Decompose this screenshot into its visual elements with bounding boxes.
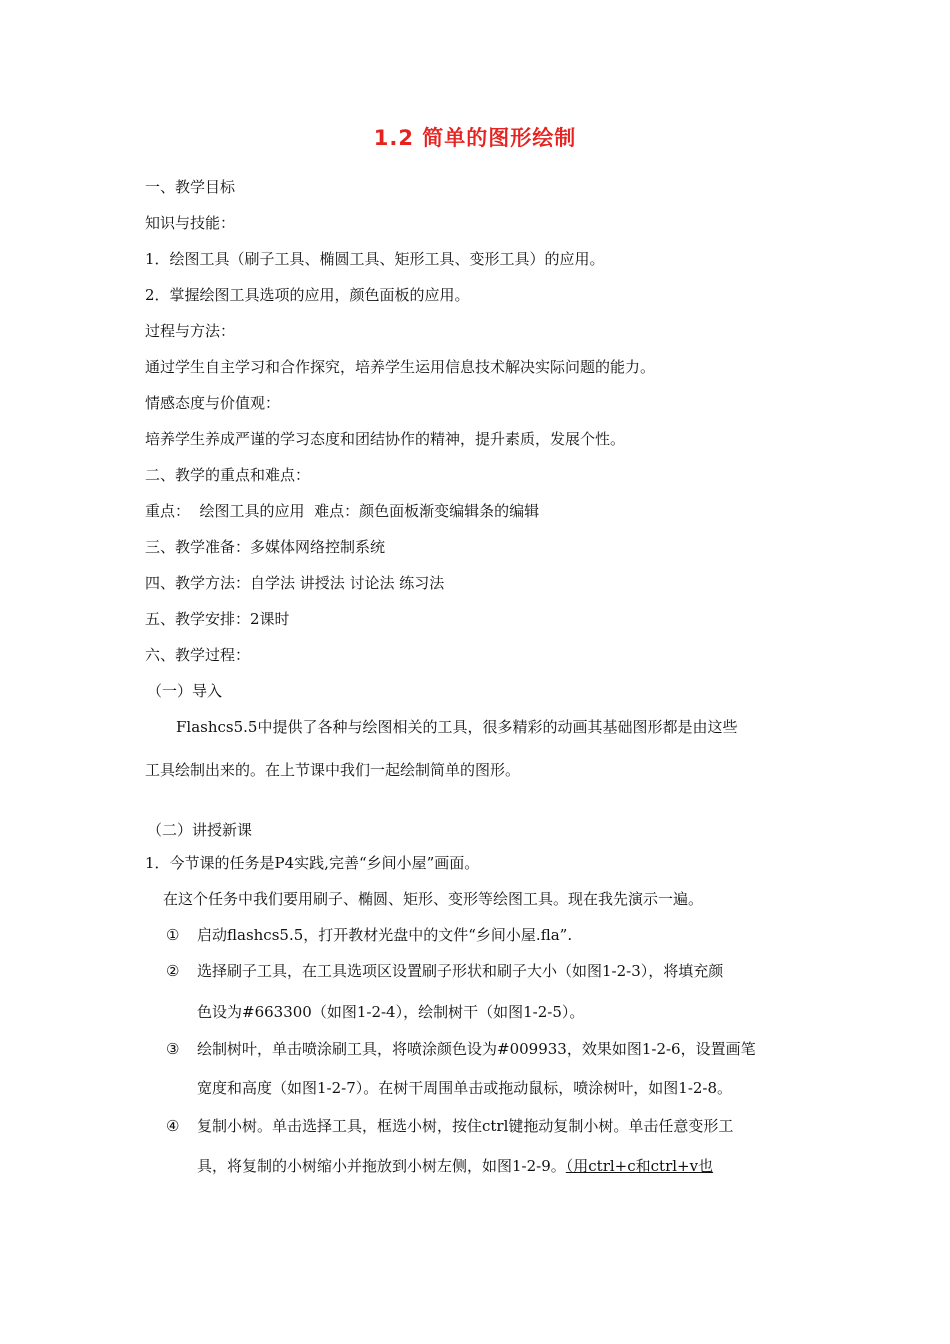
step-4-line-1: 复制小树。单击选择工具，框选小树，按住ctrl键拖动复制小树。单击任意变形工: [197, 1117, 734, 1135]
step-2-line-2: 色设为#663300（如图1-2-4），绘制树干（如图1-2-5）。: [197, 1003, 585, 1021]
underlined-note: （用ctrl+c和ctrl+v也: [565, 1157, 714, 1175]
intro-line-1: Flashcs5.5中提供了各种与绘图相关的工具，很多精彩的动画其基础图形都是由这些: [176, 718, 738, 736]
section-methods: 四、教学方法：自学法 讲授法 讨论法 练习法: [145, 574, 445, 592]
step-4-line-2-text: 具，将复制的小树缩小并拖放到小树左侧，如图1-2-9。: [197, 1157, 566, 1175]
emotion-label: 情感态度与价值观：: [145, 394, 281, 412]
step-2-line-1: 选择刷子工具，在工具选项区设置刷子形状和刷子大小（如图1-2-3），将填充颜: [197, 962, 724, 980]
section-schedule: 五、教学安排：2课时: [145, 610, 290, 628]
section-preparation: 三、教学准备：多媒体网络控制系统: [145, 538, 386, 556]
section-goals: 一、教学目标: [145, 178, 236, 196]
step-3-line-1: 绘制树叶，单击喷涂刷工具，将喷涂颜色设为#009933，效果如图1-2-6，设置画笔: [197, 1040, 756, 1058]
intro-line-2: 工具绘制出来的。在上节课中我们一起绘制简单的图形。: [145, 761, 521, 779]
step-1-line-1: 启动flashcs5.5，打开教材光盘中的文件“乡间小屋.fla”.: [197, 926, 573, 944]
knowledge-item-1: 1．绘图工具（刷子工具、椭圆工具、矩形工具、变形工具）的应用。: [145, 250, 605, 268]
step-4-line-2: [197, 1156, 713, 1176]
intro-heading: （一）导入: [147, 682, 223, 700]
step-number: ①: [166, 926, 180, 944]
process-text: 通过学生自主学习和合作探究，培养学生运用信息技术解决实际问题的能力。: [145, 358, 656, 376]
emotion-text: 培养学生养成严谨的学习态度和团结协作的精神，提升素质，发展个性。: [145, 430, 626, 448]
step-3-line-2: 宽度和高度（如图1-2-7）。在树干周围单击或拖动鼠标，喷涂树叶，如图1-2-8。: [197, 1079, 733, 1097]
lesson-demo: 在这个任务中我们要用刷子、椭圆、矩形、变形等绘图工具。现在我先演示一遍。: [163, 890, 704, 908]
page-title: 1.2 简单的图形绘制: [373, 126, 577, 150]
lesson-task: 1．今节课的任务是P4实践,完善“乡间小屋”画面。: [145, 854, 480, 872]
process-label: 过程与方法：: [145, 322, 236, 340]
section-key-points: 二、教学的重点和难点：: [145, 466, 311, 484]
knowledge-label: 知识与技能：: [145, 214, 236, 232]
step-number: ②: [166, 962, 180, 980]
key-points-text: 重点： 绘图工具的应用 难点：颜色面板渐变编辑条的编辑: [145, 502, 540, 520]
step-number: ④: [166, 1117, 180, 1135]
section-process: 六、教学过程：: [145, 646, 251, 664]
knowledge-item-2: 2．掌握绘图工具选项的应用，颜色面板的应用。: [145, 286, 470, 304]
step-number: ③: [166, 1040, 180, 1058]
lesson-heading: （二）讲授新课: [147, 821, 253, 839]
